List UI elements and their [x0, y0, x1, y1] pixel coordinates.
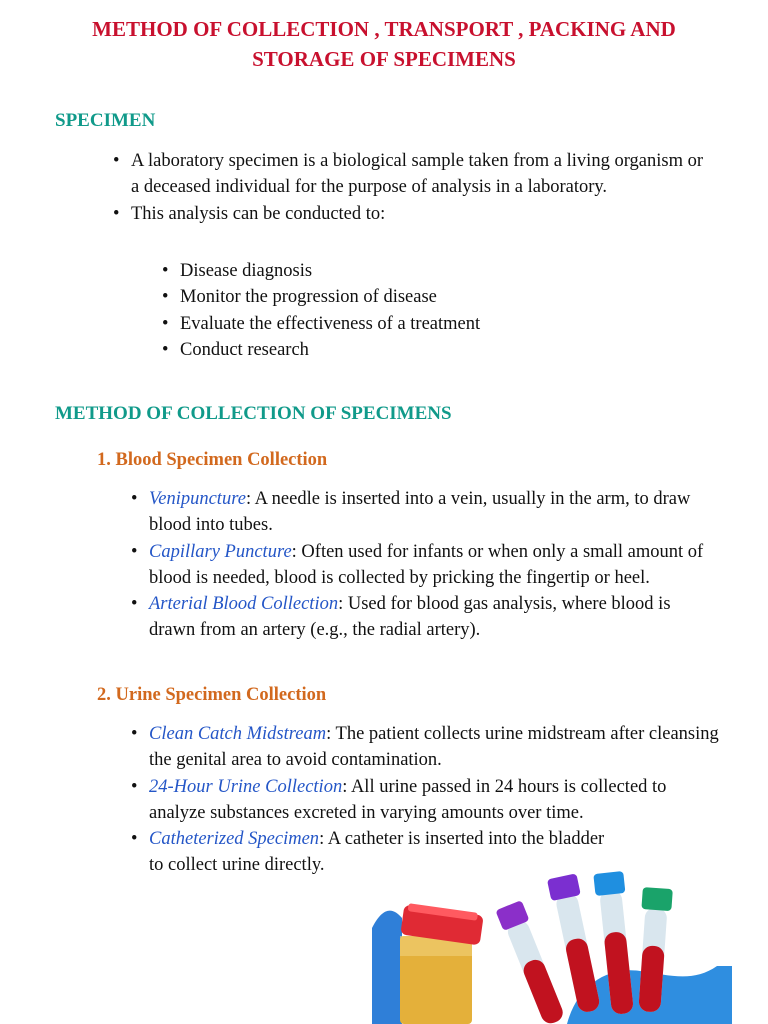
term-venipuncture: Venipuncture	[149, 489, 246, 509]
term-description: : A catheter is inserted into the bladder to collect urine directly.	[149, 829, 605, 876]
blood-collection-heading: 1. Blood Specimen Collection	[97, 450, 328, 470]
purpose-item: Conduct research	[180, 339, 309, 360]
list-item	[131, 539, 721, 592]
document-title	[0, 14, 768, 74]
purpose-item: Evaluate the effectiveness of a treatment	[180, 313, 481, 334]
methods-heading: METHOD OF COLLECTION OF SPECIMENS	[55, 403, 452, 424]
term-arterial-blood-collection: Arterial Blood Collection	[149, 594, 339, 615]
list-item	[113, 201, 713, 227]
urine-methods-list	[131, 721, 721, 879]
term-24-hour-urine-collection: 24-Hour Urine Collection	[149, 776, 343, 797]
list-item	[162, 258, 722, 284]
urine-collection-heading: 2. Urine Specimen Collection	[97, 685, 327, 705]
term-description: : Used for blood gas analysis, where blood is drawn from an artery (e.g., the radial artery).	[149, 594, 671, 641]
specimen-bullets	[113, 148, 713, 227]
term-catheterized-specimen: Catheterized Specimen	[149, 829, 320, 850]
blood-tubes-icon	[495, 871, 673, 1024]
list-item	[162, 284, 722, 310]
title-line-2: STORAGE OF SPECIMENS	[252, 47, 516, 71]
specimen-heading: SPECIMEN	[55, 110, 156, 131]
term-clean-catch-midstream: Clean Catch Midstream	[149, 724, 327, 744]
title-line-1: METHOD OF COLLECTION , TRANSPORT , PACKING AND	[92, 17, 676, 41]
term-capillary-puncture: Capillary Puncture	[149, 541, 292, 562]
list-item	[131, 591, 721, 644]
specimen-tubes-photo	[372, 868, 732, 1024]
purpose-item: Disease diagnosis	[180, 261, 313, 281]
urine-container-icon	[400, 903, 484, 1024]
term-description: : All urine passed in 24 hours is collected to analyze substances excreted in varying amounts over time.	[149, 776, 667, 823]
purpose-list	[162, 258, 722, 363]
term-description: : A needle is inserted into a vein, usually in the arm, to draw blood into tubes.	[149, 489, 691, 536]
list-item	[131, 774, 721, 827]
blood-methods-list	[131, 486, 721, 644]
glove-left	[372, 911, 402, 1024]
specimen-definition: A laboratory specimen is a biological sample taken from a living organism or a deceased individual for the purpose of analysis in a laboratory.	[131, 151, 703, 198]
list-item	[131, 486, 721, 539]
analysis-intro: This analysis can be conducted to:	[131, 203, 386, 224]
purpose-item: Monitor the progression of disease	[180, 287, 437, 308]
list-item	[113, 148, 713, 201]
term-description: : Often used for infants or when only a small amount of blood is needed, blood is collected by pricking the fingertip or heel.	[149, 541, 704, 588]
list-item	[162, 311, 722, 337]
term-description: : The patient collects urine midstream after cleansing the genital area to avoid contamination.	[149, 724, 719, 771]
list-item	[131, 721, 721, 774]
list-item	[162, 337, 722, 363]
